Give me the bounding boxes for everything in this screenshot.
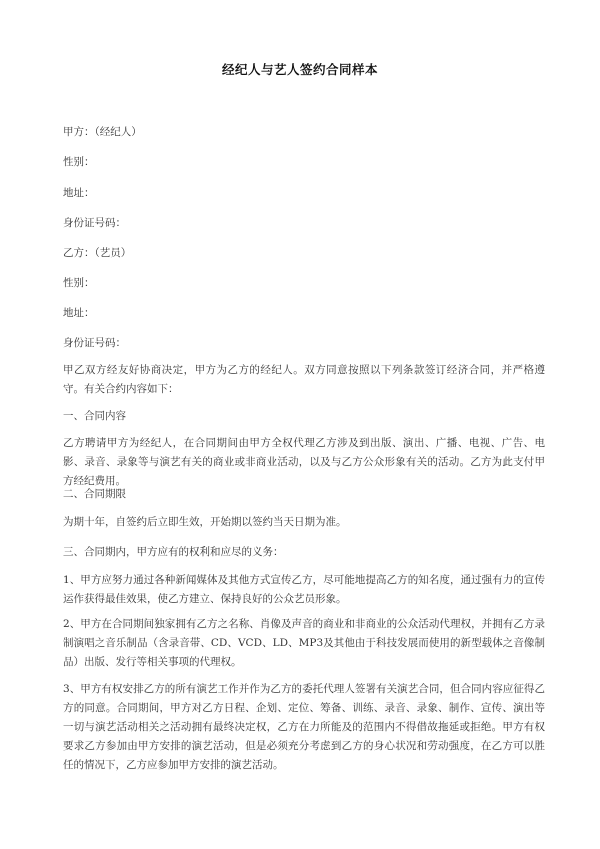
party-b-address-label: 地址： xyxy=(63,307,95,319)
party-a-id-label: 身份证号码： xyxy=(63,217,126,229)
clause-2: 2、甲方在合同期间独家拥有乙方之名称、肖像及声音的商业和非商业的公众活动代理权，并拥有乙方录制演唱之音乐制品（含录音带、CD、VCD、LD、MP3及其他由于科技发展而使用的新型载体之音像制品）出版、发行等相关事项的代理权。 xyxy=(63,618,545,668)
section1-heading: 一、合同内容 xyxy=(63,410,126,422)
section3-heading: 三、合同期内，甲方应有的权利和应尽的义务： xyxy=(63,546,284,558)
intro-paragraph: 甲乙双方经友好协商决定，甲方为乙方的经纪人。双方同意按照以下列条款签订经济合同，并严格遵守。有关合约内容如下： xyxy=(63,364,545,395)
party-b-label: 乙方：（艺员） xyxy=(63,247,132,259)
party-a-label: 甲方：（经纪人） xyxy=(63,126,142,138)
party-b-id-label: 身份证号码： xyxy=(63,337,126,349)
clause-1: 1、甲方应努力通过各种新闻媒体及其他方式宣传乙方，尽可能地提高乙方的知名度，通过强有力的宣传运作获得最佳效果，使乙方建立、保持良好的公众艺员形象。 xyxy=(63,574,545,605)
party-a-address-label: 地址： xyxy=(63,187,95,199)
clause-3: 3、甲方有权安排乙方的所有演艺工作并作为乙方的委托代理人签署有关演艺合同，但合同内容应征得乙方的同意。合同期间，甲方对乙方日程、企划、定位、筹备、训练、录音、录象、制作、宣传、演出等一切与演艺活动相关之活动拥有最终决定权，乙方在力所能及的范围内不得借故拖延或拒绝。甲方有权要求乙方参加由甲方安排的演艺活动，但是必须充分考虑到乙方的身心状况和劳动强度，在乙方可以胜任的情况下，乙方应参加甲方安排的演艺活动。 xyxy=(63,683,545,771)
section2-body: 为期十年，自签约后立即生效，开始期以签约当天日期为准。 xyxy=(63,516,347,528)
document-title: 经纪人与艺人签约合同样本 xyxy=(221,62,378,77)
section1-body: 乙方聘请甲方为经纪人，在合同期间由甲方全权代理乙方涉及到出版、演出、广播、电视、广告、电影、录音、录象等与演艺有关的商业或非商业活动，以及与乙方公众形象有关的活动。乙方为此支付甲方经纪费用。 xyxy=(63,437,545,487)
party-b-gender-label: 性别： xyxy=(63,277,95,289)
party-a-gender-label: 性别： xyxy=(63,156,95,168)
section2-heading: 二、合同期限 xyxy=(63,488,126,500)
